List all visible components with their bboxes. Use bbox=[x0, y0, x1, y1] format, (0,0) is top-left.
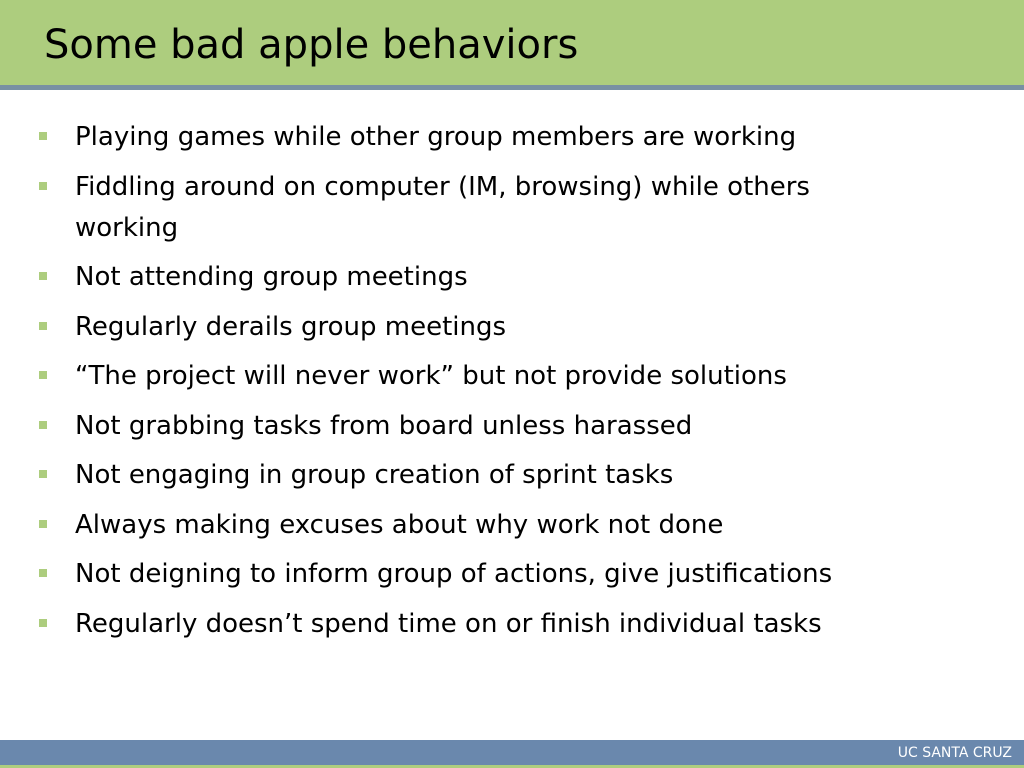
slide-title: Some bad apple behaviors bbox=[44, 22, 579, 68]
bullet-item bbox=[0, 117, 895, 158]
square-bullet-icon bbox=[39, 182, 47, 190]
title-bar bbox=[0, 0, 1024, 85]
title-divider bbox=[0, 85, 1024, 90]
square-bullet-icon bbox=[39, 322, 47, 330]
bullet-text: Not attending group meetings bbox=[75, 262, 468, 292]
bullet-text: Not grabbing tasks from board unless harassed bbox=[75, 410, 693, 441]
bullet-text: Not engaging in group creation of sprint tasks bbox=[75, 460, 674, 490]
bullet-text: Playing games while other group members are working bbox=[75, 122, 797, 152]
bullet-item bbox=[0, 356, 895, 397]
bullet-text: Always making excuses about why work not done bbox=[75, 509, 724, 540]
bullet-text: Not deigning to inform group of actions, give justifications bbox=[75, 559, 833, 589]
bullet-text: Regularly doesn’t spend time on or finish individual tasks bbox=[75, 608, 822, 639]
footer-institution-label: UC SANTA CRUZ bbox=[897, 745, 1012, 761]
bullet-item bbox=[0, 505, 895, 546]
footer-bar bbox=[0, 740, 1024, 765]
bullet-item bbox=[0, 406, 895, 447]
bullet-item bbox=[0, 554, 895, 595]
square-bullet-icon bbox=[39, 470, 47, 478]
square-bullet-icon bbox=[39, 421, 47, 429]
bullet-text: Fiddling around on computer (IM, browsing) while others working bbox=[75, 171, 810, 243]
bullet-item bbox=[0, 307, 895, 348]
square-bullet-icon bbox=[39, 619, 47, 627]
square-bullet-icon bbox=[39, 569, 47, 577]
square-bullet-icon bbox=[39, 272, 47, 280]
square-bullet-icon bbox=[39, 371, 47, 379]
bullet-item bbox=[0, 604, 895, 645]
bullet-text: “The project will never work” but not provide solutions bbox=[75, 361, 787, 391]
bullet-item bbox=[0, 167, 895, 249]
bullet-text: Regularly derails group meetings bbox=[75, 311, 507, 342]
square-bullet-icon bbox=[39, 520, 47, 528]
bullet-list bbox=[0, 117, 1024, 653]
bullet-item bbox=[0, 455, 895, 496]
square-bullet-icon bbox=[39, 132, 47, 140]
bullet-item bbox=[0, 257, 895, 298]
